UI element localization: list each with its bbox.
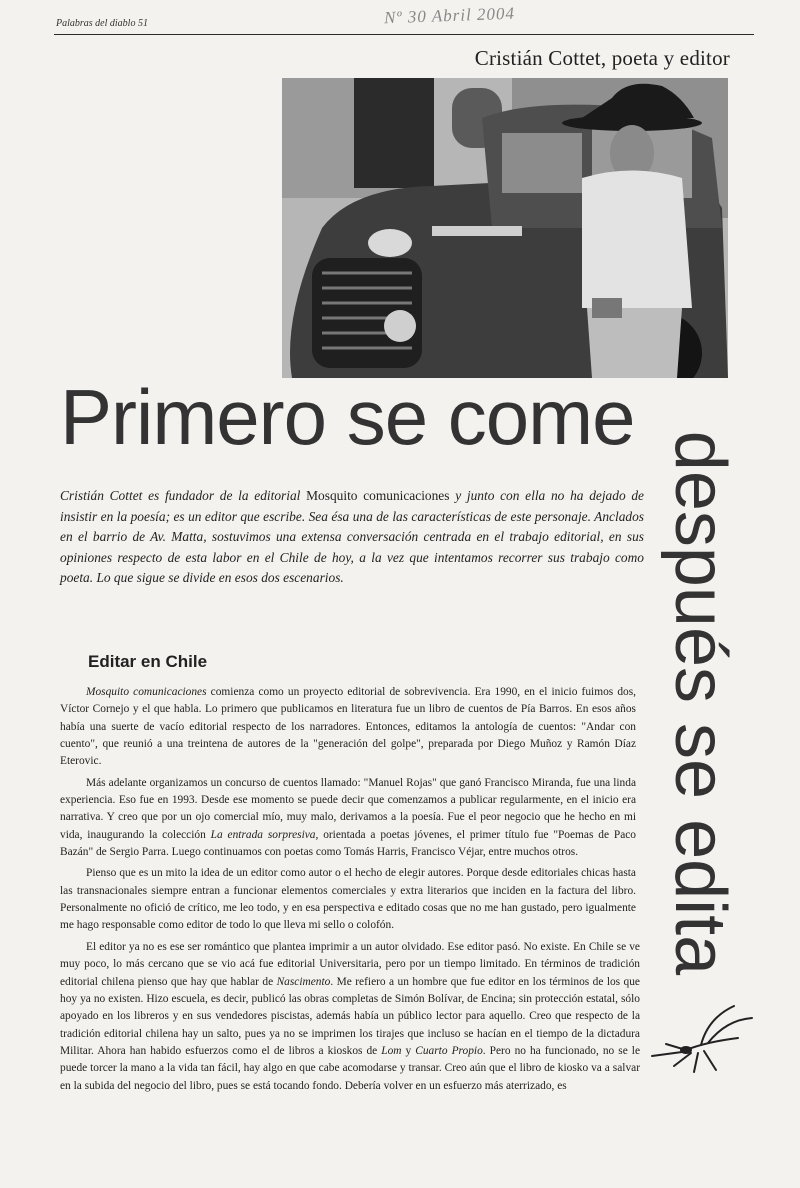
photo-illustration — [282, 78, 728, 378]
paragraph-text: Pienso que es un mito la idea de un editor como autor o el hecho de elegir autores. Porque desde editoriales chicas hasta las transnacionales siempre entran a funcionar elementos comerciales y extra literarios que inciden en la factura del libro. Personalmente no ofició de crítico, me leo todo, y en esa perspectiva e editado cosas que no me han gustado, pero igualmente me hago responsable como editor de todo lo que lleva mi sello o colofón. — [60, 867, 636, 932]
running-head: Palabras del diablo 51 — [56, 18, 148, 29]
paragraph-text: El editor ya no es ese ser romántico que plantea imprimir a un autor olvidado. Ese editor pasó. No existe. En Chile se ve muy poco, lo más cercano que se vio acá fue editorial Universitaria, pero por un tiempo limitado. En términos de tradición editorial chilena pienso que hay que hablar de — [60, 940, 640, 988]
paragraph-text: comienza como un proyecto editorial de sobrevivencia. Era 1990, en el inicio fuimos dos, Víctor Cornejo y el que habla. Lo primero que publicamos en literatura fue un libro de cuentos de Pía Barros. En esos años había una suerte de vacío editorial respecto de los narradores. Entonces, editamos la antología de cuentos: "Andar con cuento", que reunió a una treintena de autores de la "generación del golpe", preparada por Diego Muñoz y Ramón Díaz Eterovic. — [60, 686, 636, 768]
body-paragraph-1 — [60, 684, 636, 771]
headline-horizontal: Primero se come — [60, 373, 635, 461]
paragraph-text: . Me refiero a un hombre que fue editor en los términos de los que hoy ya no existen. Hizo escuela, es decir, publicó las obras completas de Simón Bolívar, de Encina; sin protección estatal, sólo apoyado en los libreros y en sus vendedores piscistas, además había un público lector para aquello. Creo que respecto de la tradición editorial chilena hay un salto, pues ya no se imprimen los tirajes que incluso se hacían en el tiempo de la dictadura Militar. Ahora han habido esfuerzos como el de libros a kioskos de — [60, 975, 640, 1057]
paragraph-text: , orientada a poetas jóvenes, el primer título fue "Poemas de Paco Bazán" de Sergio Parra. Luego continuamos con poetas como Tomás Harris, Francisco Véjar, entre muchos otros. — [60, 828, 636, 859]
handwritten-issue-note: Nº 30 Abril 2004 — [383, 3, 516, 28]
intro-publisher: Mosquito comunicaciones — [306, 488, 450, 503]
paragraph-text: Más adelante organizamos un concurso de cuentos llamado: "Manuel Rojas" que ganó Francisco Miranda, fue una linda experiencia. Eso fue en 1993. Desde ese momento se puede decir que comenzamos a publicar regularmente, en el inicio era narrativa. Y creo que por un ojo comercial mío, muy malo, derivamos a la poesía. Fue el peor negocio que he hecho en mi vida, inaugurando la colección — [60, 776, 636, 841]
headline-vertical — [655, 408, 745, 998]
body-paragraph-4 — [60, 939, 640, 1095]
article-photo — [282, 78, 728, 378]
publisher-name: Lom — [381, 1044, 402, 1057]
article-body — [60, 684, 641, 1095]
intro-part2: y junto con ella no ha dejado de insistir en la poesía; es un editor que escribe. Sea ésa una de las características de este personaje. Anclados en el barrio de Av. Matta, sostuvimos una extensa conversación centrada en el trabajo editorial, en sus opiniones respecto de esta labor en el Chile de hoy, a la vez que intentamos recorrer sus trabajo como poeta. Lo que sigue se divide en esos dos escenarios. — [60, 488, 644, 586]
intro-part1: Cristián Cottet es fundador de la editorial — [60, 488, 307, 503]
publisher-name: Mosquito comunicaciones — [86, 686, 207, 698]
article-kicker-title: Cristián Cottet, poeta y editor — [474, 46, 730, 70]
mosquito-icon — [646, 998, 756, 1078]
collection-name: La entrada sorpresiva — [210, 828, 316, 841]
section-heading: Editar en Chile — [88, 652, 208, 671]
body-paragraph-3 — [60, 865, 636, 934]
headline-vertical-text: después se edita — [660, 430, 740, 976]
publisher-name: Nascimento — [276, 975, 331, 988]
body-paragraph-2 — [60, 775, 636, 862]
publisher-name: Cuarto Propio — [415, 1044, 483, 1057]
paragraph-text: . Pero no ha funcionado, no se le puede torcer la mano a la vida tan fácil, hay algo en que cabe acomodarse y transar. Creo aún que el libro de kiosko va a salvar en la subida del negocio del libro, pues se está tocando fondo. Debería volver en un esfuerzo más aterrizado, es — [60, 1044, 641, 1092]
intro-paragraph — [60, 486, 644, 589]
paragraph-text: y — [401, 1044, 416, 1057]
header-rule — [54, 34, 754, 35]
